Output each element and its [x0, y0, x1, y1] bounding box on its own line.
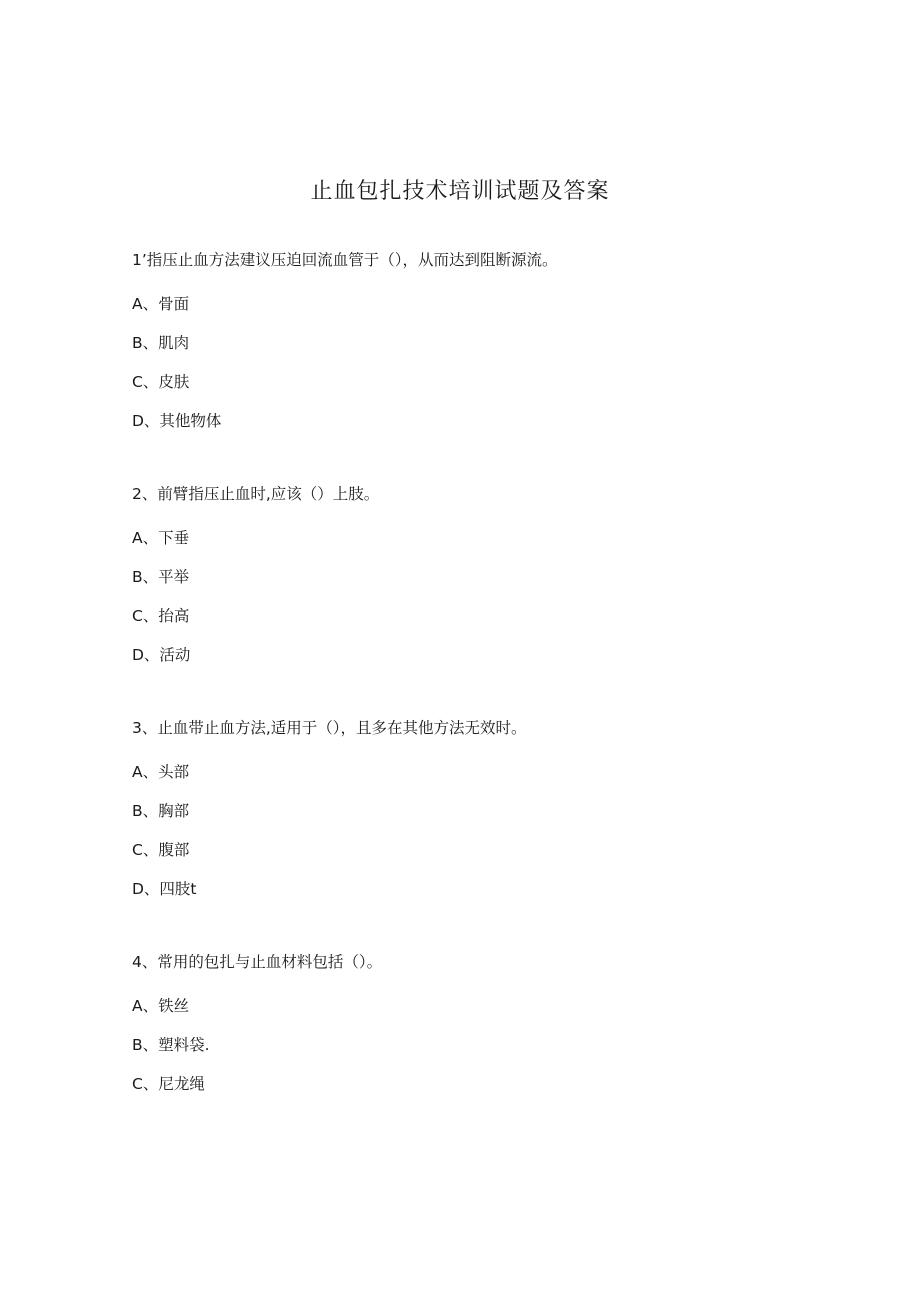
option-d: D、其他物体: [132, 412, 222, 430]
option-a: A、骨面: [132, 295, 190, 313]
option-b: B、胸部: [132, 802, 190, 820]
option-c: C、尼龙绳: [132, 1075, 205, 1093]
option-d: D、活动: [132, 646, 191, 664]
question-4: [132, 952, 832, 1094]
question-stem: 2、前臂指压止血时,应该（）上肢。: [132, 485, 380, 503]
option-a: A、铁丝: [132, 997, 190, 1015]
question-stem: 4、常用的包扎与止血材料包括（）。: [132, 953, 383, 971]
option-a: A、头部: [132, 763, 190, 781]
question-stem: 3、止血带止血方法,适用于（），且多在其他方法无效时。: [132, 719, 527, 737]
option-c: C、抬高: [132, 607, 190, 625]
question-2: [132, 484, 832, 665]
question-stem: 1’指压止血方法建议压迫回流血管于（），从而达到阻断源流。: [132, 251, 558, 269]
question-3: [132, 718, 832, 899]
option-d: D、四肢t: [132, 880, 197, 898]
option-b: B、塑料袋.: [132, 1036, 210, 1054]
option-b: B、肌肉: [132, 334, 190, 352]
option-c: C、腹部: [132, 841, 190, 859]
option-c: C、皮肤: [132, 373, 190, 391]
option-b: B、平举: [132, 568, 190, 586]
document-title: 止血包扎技术培训试题及答案: [310, 179, 610, 204]
question-1: [132, 250, 832, 431]
option-a: A、下垂: [132, 529, 190, 547]
